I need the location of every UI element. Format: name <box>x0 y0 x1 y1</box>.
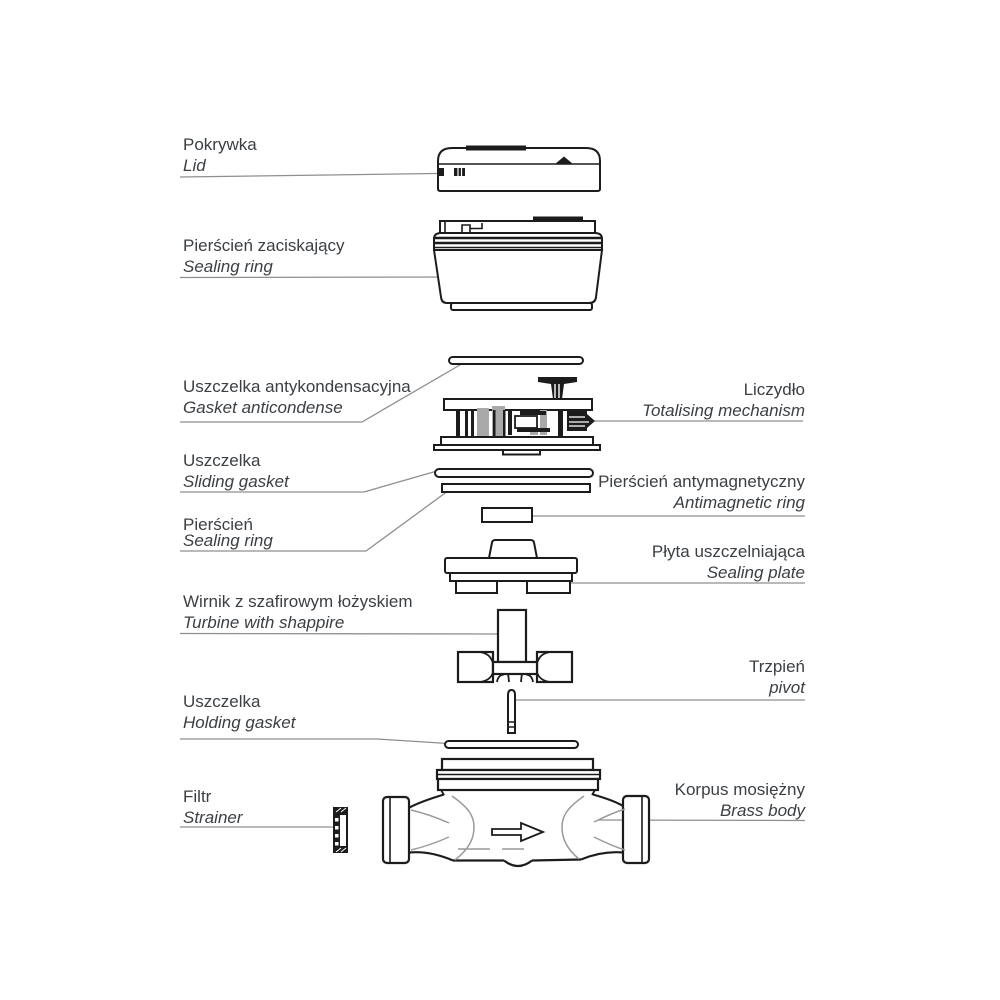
lid-drawing <box>438 146 600 192</box>
label-en: Sealing ring <box>183 531 273 550</box>
label-en: pivot <box>769 678 805 697</box>
label-en: Sealing plate <box>706 563 805 582</box>
label-en: Sliding gasket <box>183 472 289 491</box>
label-pl: Pierścień zaciskający <box>183 236 345 255</box>
sealing-ring-cap-drawing <box>434 217 602 311</box>
leader-sealing-ring-cap <box>180 277 472 278</box>
label-pl: Uszczelka antykondensacyjna <box>183 377 411 396</box>
label-anticondense-gasket <box>183 376 411 418</box>
label-pl: Płyta uszczelniająca <box>651 542 805 561</box>
label-pl: Korpus mosiężny <box>674 780 805 799</box>
label-strainer <box>183 786 243 828</box>
label-en: Gasket anticondense <box>183 398 343 417</box>
label-pl: Liczydło <box>743 380 805 399</box>
label-holding-gasket <box>183 691 295 733</box>
label-en: Antimagnetic ring <box>673 493 805 512</box>
label-totalising-mechanism <box>475 379 805 421</box>
label-sealing-ring-cap <box>183 235 345 277</box>
leader-holding-gasket <box>180 739 456 744</box>
label-pl: Uszczelka <box>183 692 261 711</box>
label-en: Lid <box>183 156 206 175</box>
label-pl: Filtr <box>183 787 212 806</box>
label-en: Strainer <box>183 808 243 827</box>
label-en: Brass body <box>719 801 805 820</box>
label-en: Totalising mechanism <box>642 401 805 420</box>
label-pl: Trzpień <box>748 657 805 676</box>
label-pl: Pierścień <box>183 515 253 534</box>
label-pivot <box>475 656 805 698</box>
label-sealing-ring-disc <box>183 517 273 549</box>
holding-gasket-drawing <box>445 741 578 748</box>
anticondense-gasket-drawing <box>449 357 583 364</box>
label-en: Turbine with shappire <box>183 613 345 632</box>
leader-turbine <box>180 634 504 635</box>
label-sliding-gasket <box>183 450 289 492</box>
label-turbine <box>183 591 413 633</box>
label-sealing-plate <box>475 541 805 583</box>
label-en: Holding gasket <box>183 713 296 732</box>
label-lid <box>183 134 257 176</box>
label-pl: Uszczelka <box>183 451 261 470</box>
label-pl: Wirnik z szafirowym łożyskiem <box>183 592 413 611</box>
flow-arrow-icon <box>492 823 543 841</box>
label-antimagnetic-ring <box>475 471 805 513</box>
label-en: Sealing ring <box>183 257 273 276</box>
label-brass-body <box>475 779 805 821</box>
label-pl: Pokrywka <box>183 135 257 154</box>
strainer-drawing <box>333 807 348 853</box>
label-pl: Pierścień antymagnetyczny <box>598 472 805 491</box>
